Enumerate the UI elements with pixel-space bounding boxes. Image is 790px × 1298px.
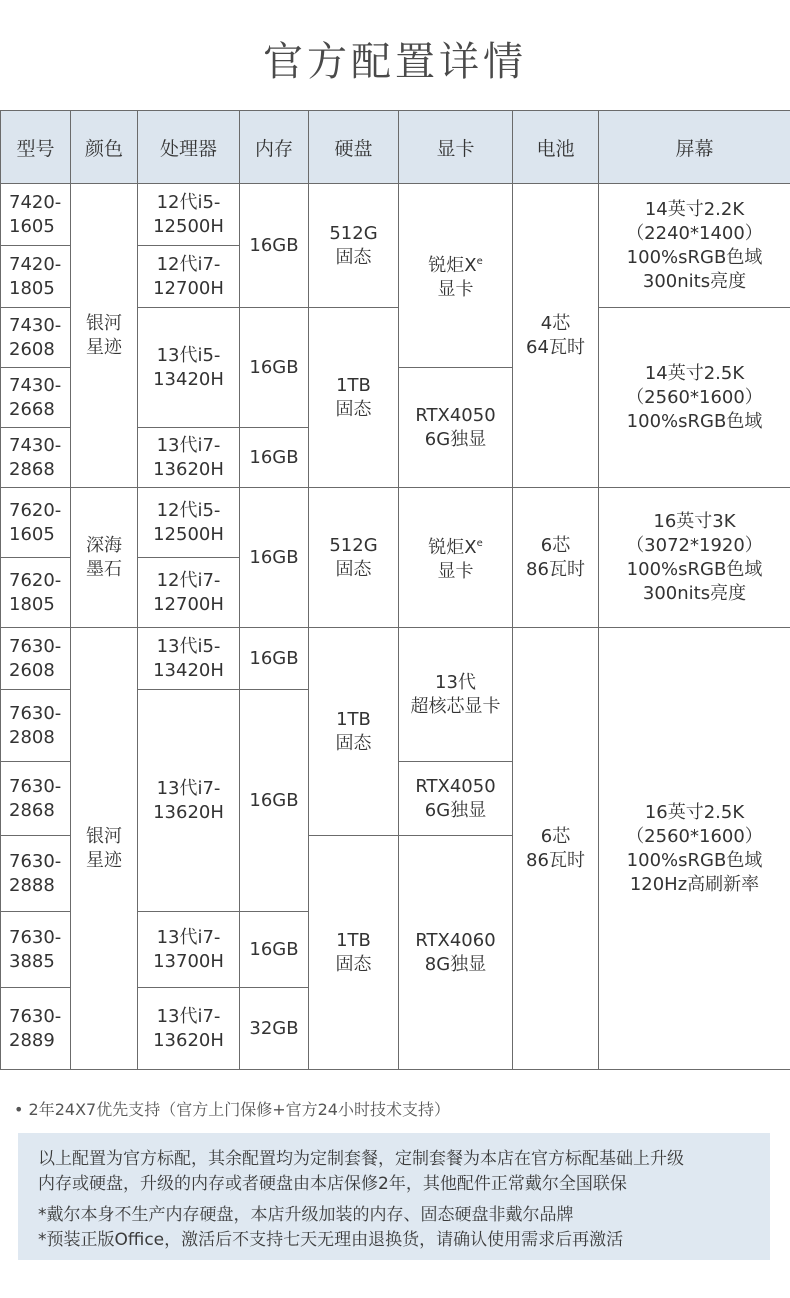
cpu-cell: 13代i5- 13420H [138,628,240,690]
warranty-note: • 2年24X7优先支持（官方上门保修+官方24小时技术支持） [14,1100,450,1119]
screen-cell: 14英寸2.5K （2560*1600） 100%sRGB色域 [599,308,790,488]
header-battery: 电池 [513,111,599,184]
page-title: 官方配置详情 [263,39,527,85]
memory-cell: 16GB [240,912,309,988]
gpu-cell: 13代 超核芯显卡 [399,628,513,762]
note-line-2: 内存或硬盘，升级的内存或者硬盘由本店保修2年，其他配件正常戴尔全国联保 [38,1174,627,1194]
model-cell: 7630- 2889 [1,988,71,1070]
storage-cell: 1TB 固态 [309,308,399,488]
header-cpu: 处理器 [138,111,240,184]
gpu-cell [399,184,513,368]
model-cell: 7620- 1605 [1,488,71,558]
screen-cell: 14英寸2.2K （2240*1400） 100%sRGB色域 300nits亮度 [599,184,790,308]
storage-cell: 1TB 固态 [309,628,399,836]
cpu-cell: 13代i5- 13420H [138,308,240,428]
cpu-cell: 12代i5- 12500H [138,488,240,558]
gpu-cell: RTX4050 6G独显 [399,762,513,836]
cpu-cell: 13代i7- 13620H [138,988,240,1070]
memory-cell: 16GB [240,628,309,690]
storage-cell: 1TB 固态 [309,836,399,1070]
table-row [1,488,790,558]
header-storage: 硬盘 [309,111,399,184]
model-cell: 7630- 2888 [1,836,71,912]
cpu-cell: 12代i5- 12500H [138,184,240,246]
gpu-cell: RTX4050 6G独显 [399,368,513,488]
table-row [1,628,790,690]
battery-cell: 6芯 86瓦时 [513,488,599,628]
model-cell: 7630- 2808 [1,690,71,762]
memory-cell: 32GB [240,988,309,1070]
gpu-cell: RTX4060 8G独显 [399,836,513,1070]
header-memory: 内存 [240,111,309,184]
storage-cell: 512G 固态 [309,488,399,628]
note-line-1: 以上配置为官方标配，其余配置均为定制套餐，定制套餐为本店在官方标配基础上升级 [38,1149,684,1169]
color-cell: 银河 星迹 [71,628,138,1070]
memory-cell: 16GB [240,488,309,628]
cpu-cell: 12代i7- 12700H [138,558,240,628]
color-cell: 深海 墨石 [71,488,138,628]
gpu-main: 锐炬X [428,254,477,276]
cpu-cell: 13代i7- 13620H [138,428,240,488]
battery-cell: 4芯 64瓦时 [513,184,599,488]
screen-cell: 16英寸3K （3072*1920） 100%sRGB色域 300nits亮度 [599,488,790,628]
model-cell: 7630- 3885 [1,912,71,988]
cpu-cell: 13代i7- 13620H [138,690,240,912]
header-model: 型号 [1,111,71,184]
header-gpu: 显卡 [399,111,513,184]
gpu-sup: e [476,255,483,267]
table-header-row [1,111,790,184]
model-cell: 7630- 2868 [1,762,71,836]
gpu-sup: e [476,537,483,549]
battery-cell: 6芯 86瓦时 [513,628,599,1070]
table-row [1,184,790,246]
header-color: 颜色 [71,111,138,184]
model-cell: 7420- 1605 [1,184,71,246]
gpu-cell [399,488,513,628]
note-line-3: *戴尔本身不生产内存硬盘，本店升级加装的内存、固态硬盘非戴尔品牌 [38,1205,574,1225]
gpu-tail: 显卡 [437,560,474,582]
memory-cell: 16GB [240,428,309,488]
notes-box [18,1133,770,1260]
model-cell: 7430- 2868 [1,428,71,488]
cpu-cell: 13代i7- 13700H [138,912,240,988]
note-line-4: *预装正版Office，激活后不支持七天无理由退换货，请确认使用需求后再激活 [38,1230,624,1250]
memory-cell: 16GB [240,184,309,308]
cpu-cell: 12代i7- 12700H [138,246,240,308]
storage-cell: 512G 固态 [309,184,399,308]
model-cell: 7420- 1805 [1,246,71,308]
spec-table [0,110,790,1070]
memory-cell: 16GB [240,690,309,912]
model-cell: 7430- 2668 [1,368,71,428]
model-cell: 7630- 2608 [1,628,71,690]
memory-cell: 16GB [240,308,309,428]
gpu-tail: 显卡 [437,278,474,300]
header-screen: 屏幕 [599,111,790,184]
model-cell: 7430- 2608 [1,308,71,368]
color-cell: 银河 星迹 [71,184,138,488]
model-cell: 7620- 1805 [1,558,71,628]
screen-cell: 16英寸2.5K （2560*1600） 100%sRGB色域 120Hz高刷新率 [599,628,790,1070]
gpu-main: 锐炬X [428,536,477,558]
